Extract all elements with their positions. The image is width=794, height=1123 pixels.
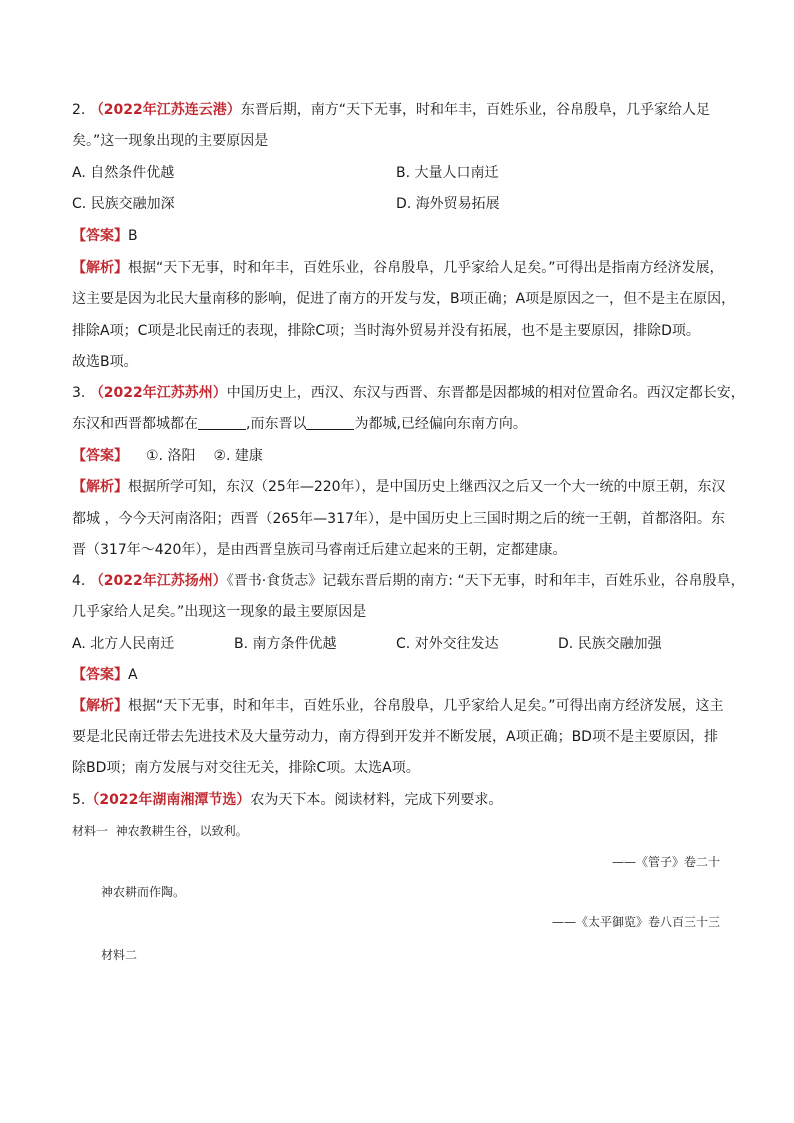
q4-source: （2022年江苏扬州）: [89, 573, 227, 589]
q2-stem-line1: [72, 100, 710, 120]
q3-blank-2[interactable]: [306, 415, 354, 430]
material-1-label: 材料一: [72, 824, 109, 838]
q2-source: （2022年江苏连云港）: [89, 102, 241, 118]
q5-number: 5.: [72, 792, 86, 808]
material-2-label: 材料二: [101, 948, 138, 962]
q3-stem-line1: 3. （2022年江苏苏州）中国历史上，西汉、东汉与西晋、东晋都是因都城的相对位置命名。西汉定都长安，: [72, 385, 745, 401]
q3-stem-line2: 东汉和西晋都城都在 ,而东晋以 为都城,已经偏向东南方向。: [72, 416, 527, 432]
q4-analysis-line3: 除BD项；南方发展与对交往无关，排除C项。太选A项。: [72, 760, 420, 776]
q2-analysis-line4: 故选B项。: [72, 354, 138, 370]
q3-answer-1: ①. 洛阳: [146, 448, 196, 464]
q2-option-c: C. 民族交融加深: [72, 196, 175, 212]
q4-answer: [72, 665, 138, 685]
q3-analysis-tag: 【解析】: [72, 479, 128, 495]
q3-answer-2: ②. 建康: [213, 448, 263, 464]
q2-option-b: B. 大量人口南迁: [396, 165, 499, 181]
q4-answer-value: A: [128, 667, 138, 683]
q2-analysis-tag: 【解析】: [72, 260, 128, 276]
q2-answer: [72, 226, 138, 246]
material-1-source: ——《管子》卷二十: [611, 855, 720, 869]
q4-option-d: D. 民族交融加强: [558, 636, 662, 652]
material-1-text: 神农教耕生谷，以致利。: [115, 824, 248, 838]
material-1: [72, 822, 248, 840]
q2-analysis-line3: 排除A项；C项是北民南迁的表现，排除C项；当时海外贸易并没有拓展，也不是主要原因，排除D项。: [72, 323, 700, 339]
q5-stem: 5.（2022年湖南湘潭节选）农为天下本。阅读材料，完成下列要求。: [72, 792, 503, 808]
q5-source: （2022年湖南湘潭节选）: [85, 792, 251, 808]
q4-stem-line2: 几乎家给人足矣。”出现这一现象的最主要原因是: [72, 604, 367, 620]
q2-stem-text1: 东晋后期，南方“天下无事，时和年丰，百姓乐业，谷帛殷阜，几乎家给人足: [240, 102, 711, 118]
q2-analysis-line1: 【解析】根据“天下无事，时和年丰，百姓乐业，谷帛殷阜，几乎家给人足矣。”可得出是指南方经济发展，: [72, 260, 724, 276]
q4-analysis-line1: 【解析】根据“天下无事，时和年丰，百姓乐业，谷帛殷阜，几乎家给人足矣。”可得出南方经济发展，这主: [72, 698, 724, 714]
q3-answer: [72, 446, 263, 466]
q2-option-a: A. 自然条件优越: [72, 165, 175, 181]
q4-option-c: C. 对外交往发达: [396, 636, 499, 652]
q3-analysis-line3: 晋（317年～420年），是由西晋皇族司马睿南迁后建立起来的王朝，定都建康。: [72, 542, 567, 558]
q2-option-d: D. 海外贸易拓展: [396, 196, 500, 212]
q4-analysis-line2: 要是北民南迁带去先进技术及大量劳动力，南方得到开发并不断发展，A项正确；BD项不是主要原因，排: [72, 729, 718, 745]
material-1b-source: ——《太平御览》卷八百三十三: [551, 915, 720, 929]
q3-analysis-line2: 都城 ，今今天河南洛阳；西晋（265年—317年），是中国历史上三国时期之后的统一王朝，首都洛阳。东: [72, 511, 725, 527]
q4-answer-tag: 【答案】: [72, 667, 128, 683]
q3-analysis-line1: 【解析】根据所学可知，东汉（25年—220年），是中国历史上继西汉之后又一个大一统的中原王朝，东汉: [72, 479, 726, 495]
q4-analysis-tag: 【解析】: [72, 698, 128, 714]
q2-answer-tag: 【答案】: [72, 228, 128, 244]
q4-option-b: B. 南方条件优越: [234, 636, 337, 652]
q2-analysis-line2: 这主要是因为北民大量南移的影响，促进了南方的开发与发，B项正确；A项是原因之一，但不是主在原因，: [72, 291, 736, 307]
material-1b-text: 神农耕而作陶。: [101, 885, 186, 899]
q2-answer-value: B: [128, 228, 138, 244]
q3-source: （2022年江苏苏州）: [89, 385, 227, 401]
q2-stem-line2: 矣。”这一现象出现的主要原因是: [72, 133, 269, 149]
q3-number: 3.: [72, 385, 86, 401]
q2-number: 2.: [72, 102, 86, 118]
q3-answer-tag: 【答案】: [72, 448, 128, 464]
q4-number: 4.: [72, 573, 86, 589]
q4-stem-line1: 4. （2022年江苏扬州）《晋书·食货志》记载东晋后期的南方: “天下无事，时和年丰，百姓乐业，谷帛殷阜，: [72, 573, 745, 589]
q3-blank-1[interactable]: [198, 415, 246, 430]
q4-option-a: A. 北方人民南迁: [72, 636, 175, 652]
